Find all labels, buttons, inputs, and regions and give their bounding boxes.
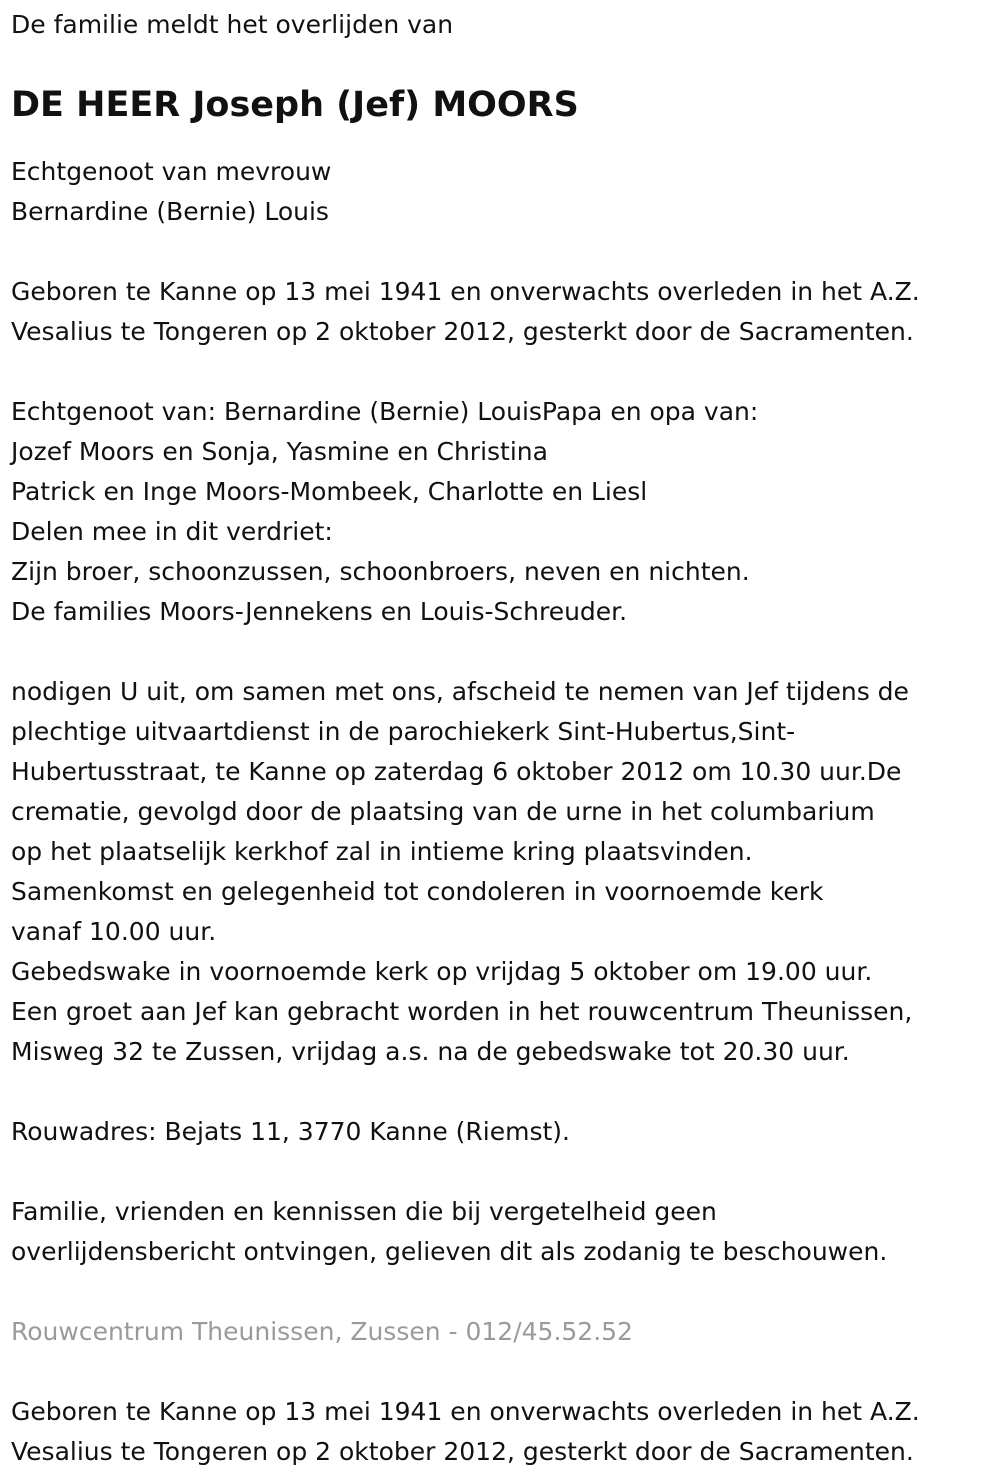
funeral-home-credit: Rouwcentrum Theunissen, Zussen - 012/45.52.52 (11, 1317, 633, 1347)
ceremony-line: op het plaatselijk kerkhof zal in intieme kring plaatsvinden. (11, 837, 753, 867)
intro-text: De familie meldt het overlijden van (11, 10, 454, 39)
birth-death-line: Geboren te Kanne op 13 mei 1941 en onverwachts overleden in het A.Z. (11, 1397, 920, 1427)
ceremony-line: vanaf 10.00 uur. (11, 917, 217, 947)
obituary-document (11, 0, 991, 1472)
birth-death-section (11, 272, 991, 352)
spacer (11, 1072, 991, 1112)
ceremony-line: crematie, gevolgd door de plaatsing van de urne in het columbarium (11, 797, 875, 827)
family-line: Zijn broer, schoonzussen, schoonbroers, neven en nichten. (11, 557, 750, 587)
ceremony-line: plechtige uitvaartdienst in de parochiekerk Sint-Hubertus,Sint- (11, 717, 796, 747)
birth-death-line: Vesalius te Tongeren op 2 oktober 2012, gesterkt door de Sacramenten. (11, 1437, 914, 1467)
family-section (11, 392, 991, 632)
notice-section (11, 1192, 991, 1272)
ceremony-section (11, 672, 991, 1072)
spouse-section (11, 152, 991, 232)
birth-death-line: Vesalius te Tongeren op 2 oktober 2012, gesterkt door de Sacramenten. (11, 317, 914, 347)
ceremony-line: Gebedswake in voornoemde kerk op vrijdag 5 oktober om 19.00 uur. (11, 957, 873, 987)
notice-line: overlijdensbericht ontvingen, gelieven dit als zodanig te beschouwen. (11, 1237, 888, 1267)
notice-line: Familie, vrienden en kennissen die bij vergetelheid geen (11, 1197, 717, 1227)
spacer (11, 1352, 991, 1392)
family-line: Patrick en Inge Moors-Mombeek, Charlotte en Liesl (11, 477, 648, 507)
spacer (11, 1272, 991, 1312)
mourning-address: Rouwadres: Bejats 11, 3770 Kanne (Riemst). (11, 1117, 570, 1147)
ceremony-line: Samenkomst en gelegenheid tot condoleren in voornoemde kerk (11, 877, 824, 907)
spouse-line: Echtgenoot van mevrouw (11, 157, 332, 187)
birth-death-line: Geboren te Kanne op 13 mei 1941 en onverwachts overleden in het A.Z. (11, 277, 920, 307)
spacer (11, 1152, 991, 1192)
ceremony-line: Misweg 32 te Zussen, vrijdag a.s. na de gebedswake tot 20.30 uur. (11, 1037, 850, 1067)
spouse-line: Bernardine (Bernie) Louis (11, 197, 329, 227)
deceased-name: DE HEER Joseph (Jef) MOORS (11, 85, 579, 125)
birth-death-repeat-section (11, 1392, 991, 1472)
spacer (11, 632, 991, 672)
family-line: Echtgenoot van: Bernardine (Bernie) LouisPapa en opa van: (11, 397, 759, 427)
ceremony-line: Een groet aan Jef kan gebracht worden in het rouwcentrum Theunissen, (11, 997, 913, 1027)
family-line: De families Moors-Jennekens en Louis-Schreuder. (11, 597, 628, 627)
ceremony-line: nodigen U uit, om samen met ons, afscheid te nemen van Jef tijdens de (11, 677, 909, 707)
spacer (11, 352, 991, 392)
family-line: Delen mee in dit verdriet: (11, 517, 333, 547)
family-line: Jozef Moors en Sonja, Yasmine en Christina (11, 437, 548, 467)
ceremony-line: Hubertusstraat, te Kanne op zaterdag 6 oktober 2012 om 10.30 uur.De (11, 757, 902, 787)
spacer (11, 232, 991, 272)
